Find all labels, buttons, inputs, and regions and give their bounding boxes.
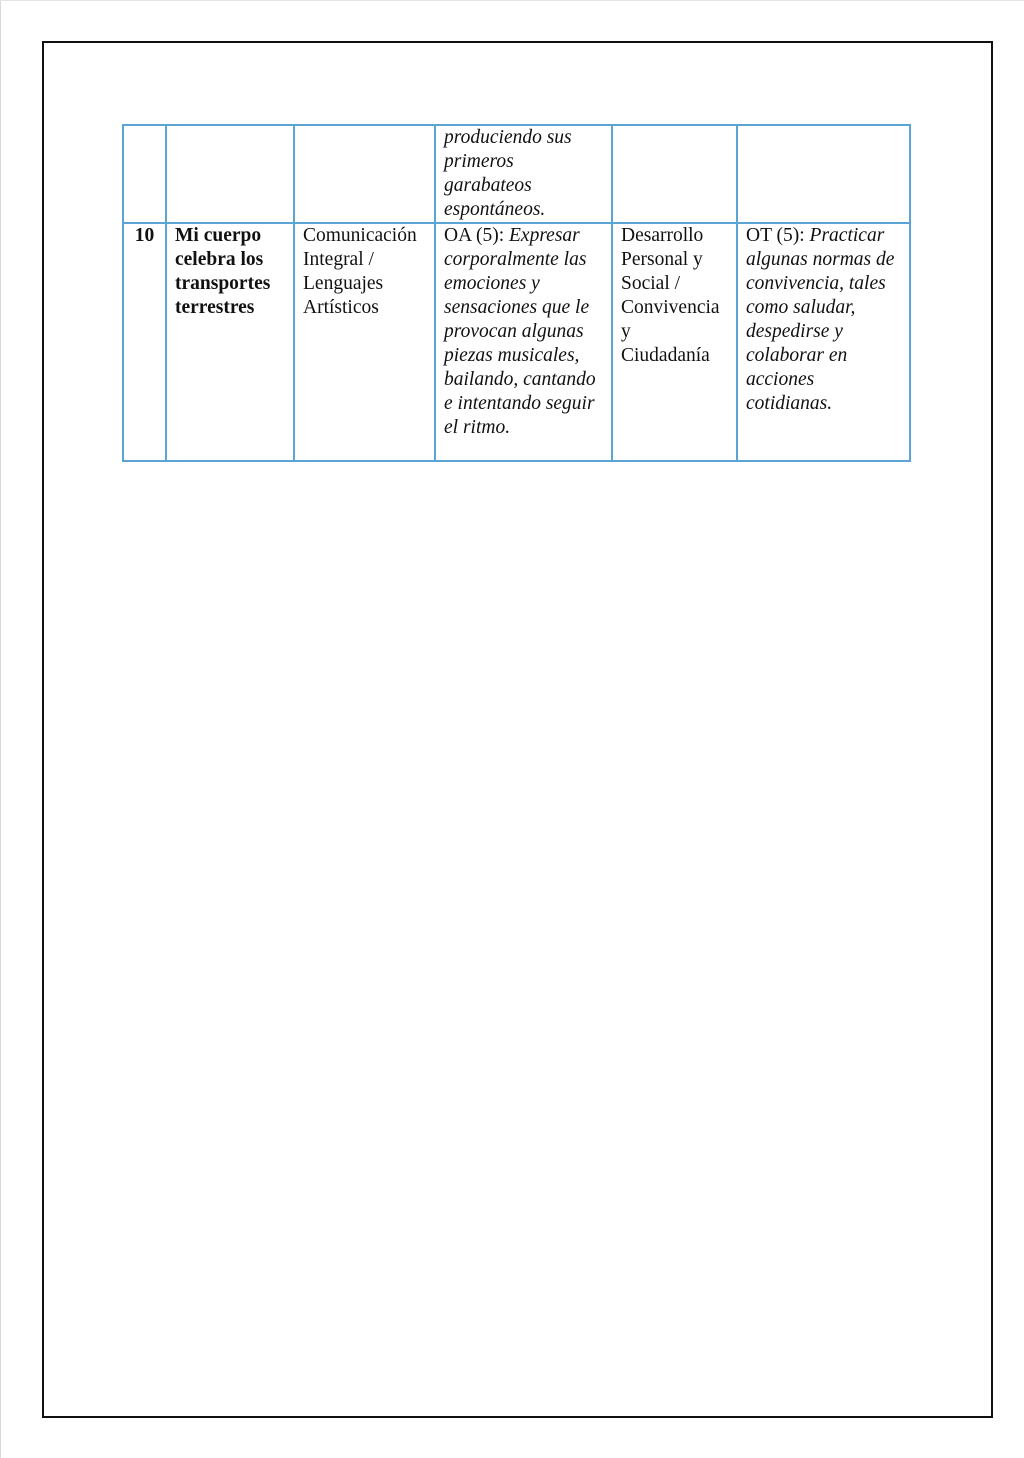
ot-label: OT (5): — [746, 225, 805, 246]
table-row — [123, 223, 910, 461]
area-line: Artísticos — [303, 297, 379, 318]
title-line: terrestres — [175, 297, 255, 318]
ambito-line: Social / — [621, 273, 681, 294]
table-row-continuation — [123, 125, 910, 223]
cell-ot — [737, 223, 910, 461]
area-line: Integral / — [303, 249, 374, 270]
cell-area — [294, 125, 435, 223]
page-top-edge — [0, 0, 1024, 1]
cell-number: 10 — [123, 223, 166, 461]
oa-text: Expresar corporalmente las emociones y sensaciones que le provocan algunas piezas musicales, bailando, cantando e intentando seguir el ritmo. — [444, 225, 596, 438]
cell-ambito — [612, 125, 737, 223]
ot-text: Practicar algunas normas de convivencia, tales como saludar, despedirse y colaborar en acciones cotidianas. — [746, 225, 895, 414]
ambito-line: Convivencia — [621, 297, 720, 318]
planning-table — [122, 124, 911, 462]
title-line: Mi cuerpo — [175, 225, 262, 246]
cell-ambito — [612, 223, 737, 461]
cell-experience-title — [166, 223, 294, 461]
cell-number — [123, 125, 166, 223]
ambito-line: y — [621, 321, 631, 342]
area-line: Comunicación — [303, 225, 417, 246]
ambito-line: Ciudadanía — [621, 345, 710, 366]
cell-experience-title — [166, 125, 294, 223]
cell-oa — [435, 223, 612, 461]
cell-oa-continuation: produciendo sus primeros garabateos espontáneos. — [435, 125, 612, 223]
title-line: celebra los — [175, 249, 264, 270]
page-left-edge — [0, 0, 1, 1458]
title-line: transportes — [175, 273, 271, 294]
oa-label: OA (5): — [444, 225, 505, 246]
cell-ot — [737, 125, 910, 223]
ambito-line: Desarrollo — [621, 225, 704, 246]
cell-area — [294, 223, 435, 461]
area-line: Lenguajes — [303, 273, 384, 294]
ambito-line: Personal y — [621, 249, 703, 270]
